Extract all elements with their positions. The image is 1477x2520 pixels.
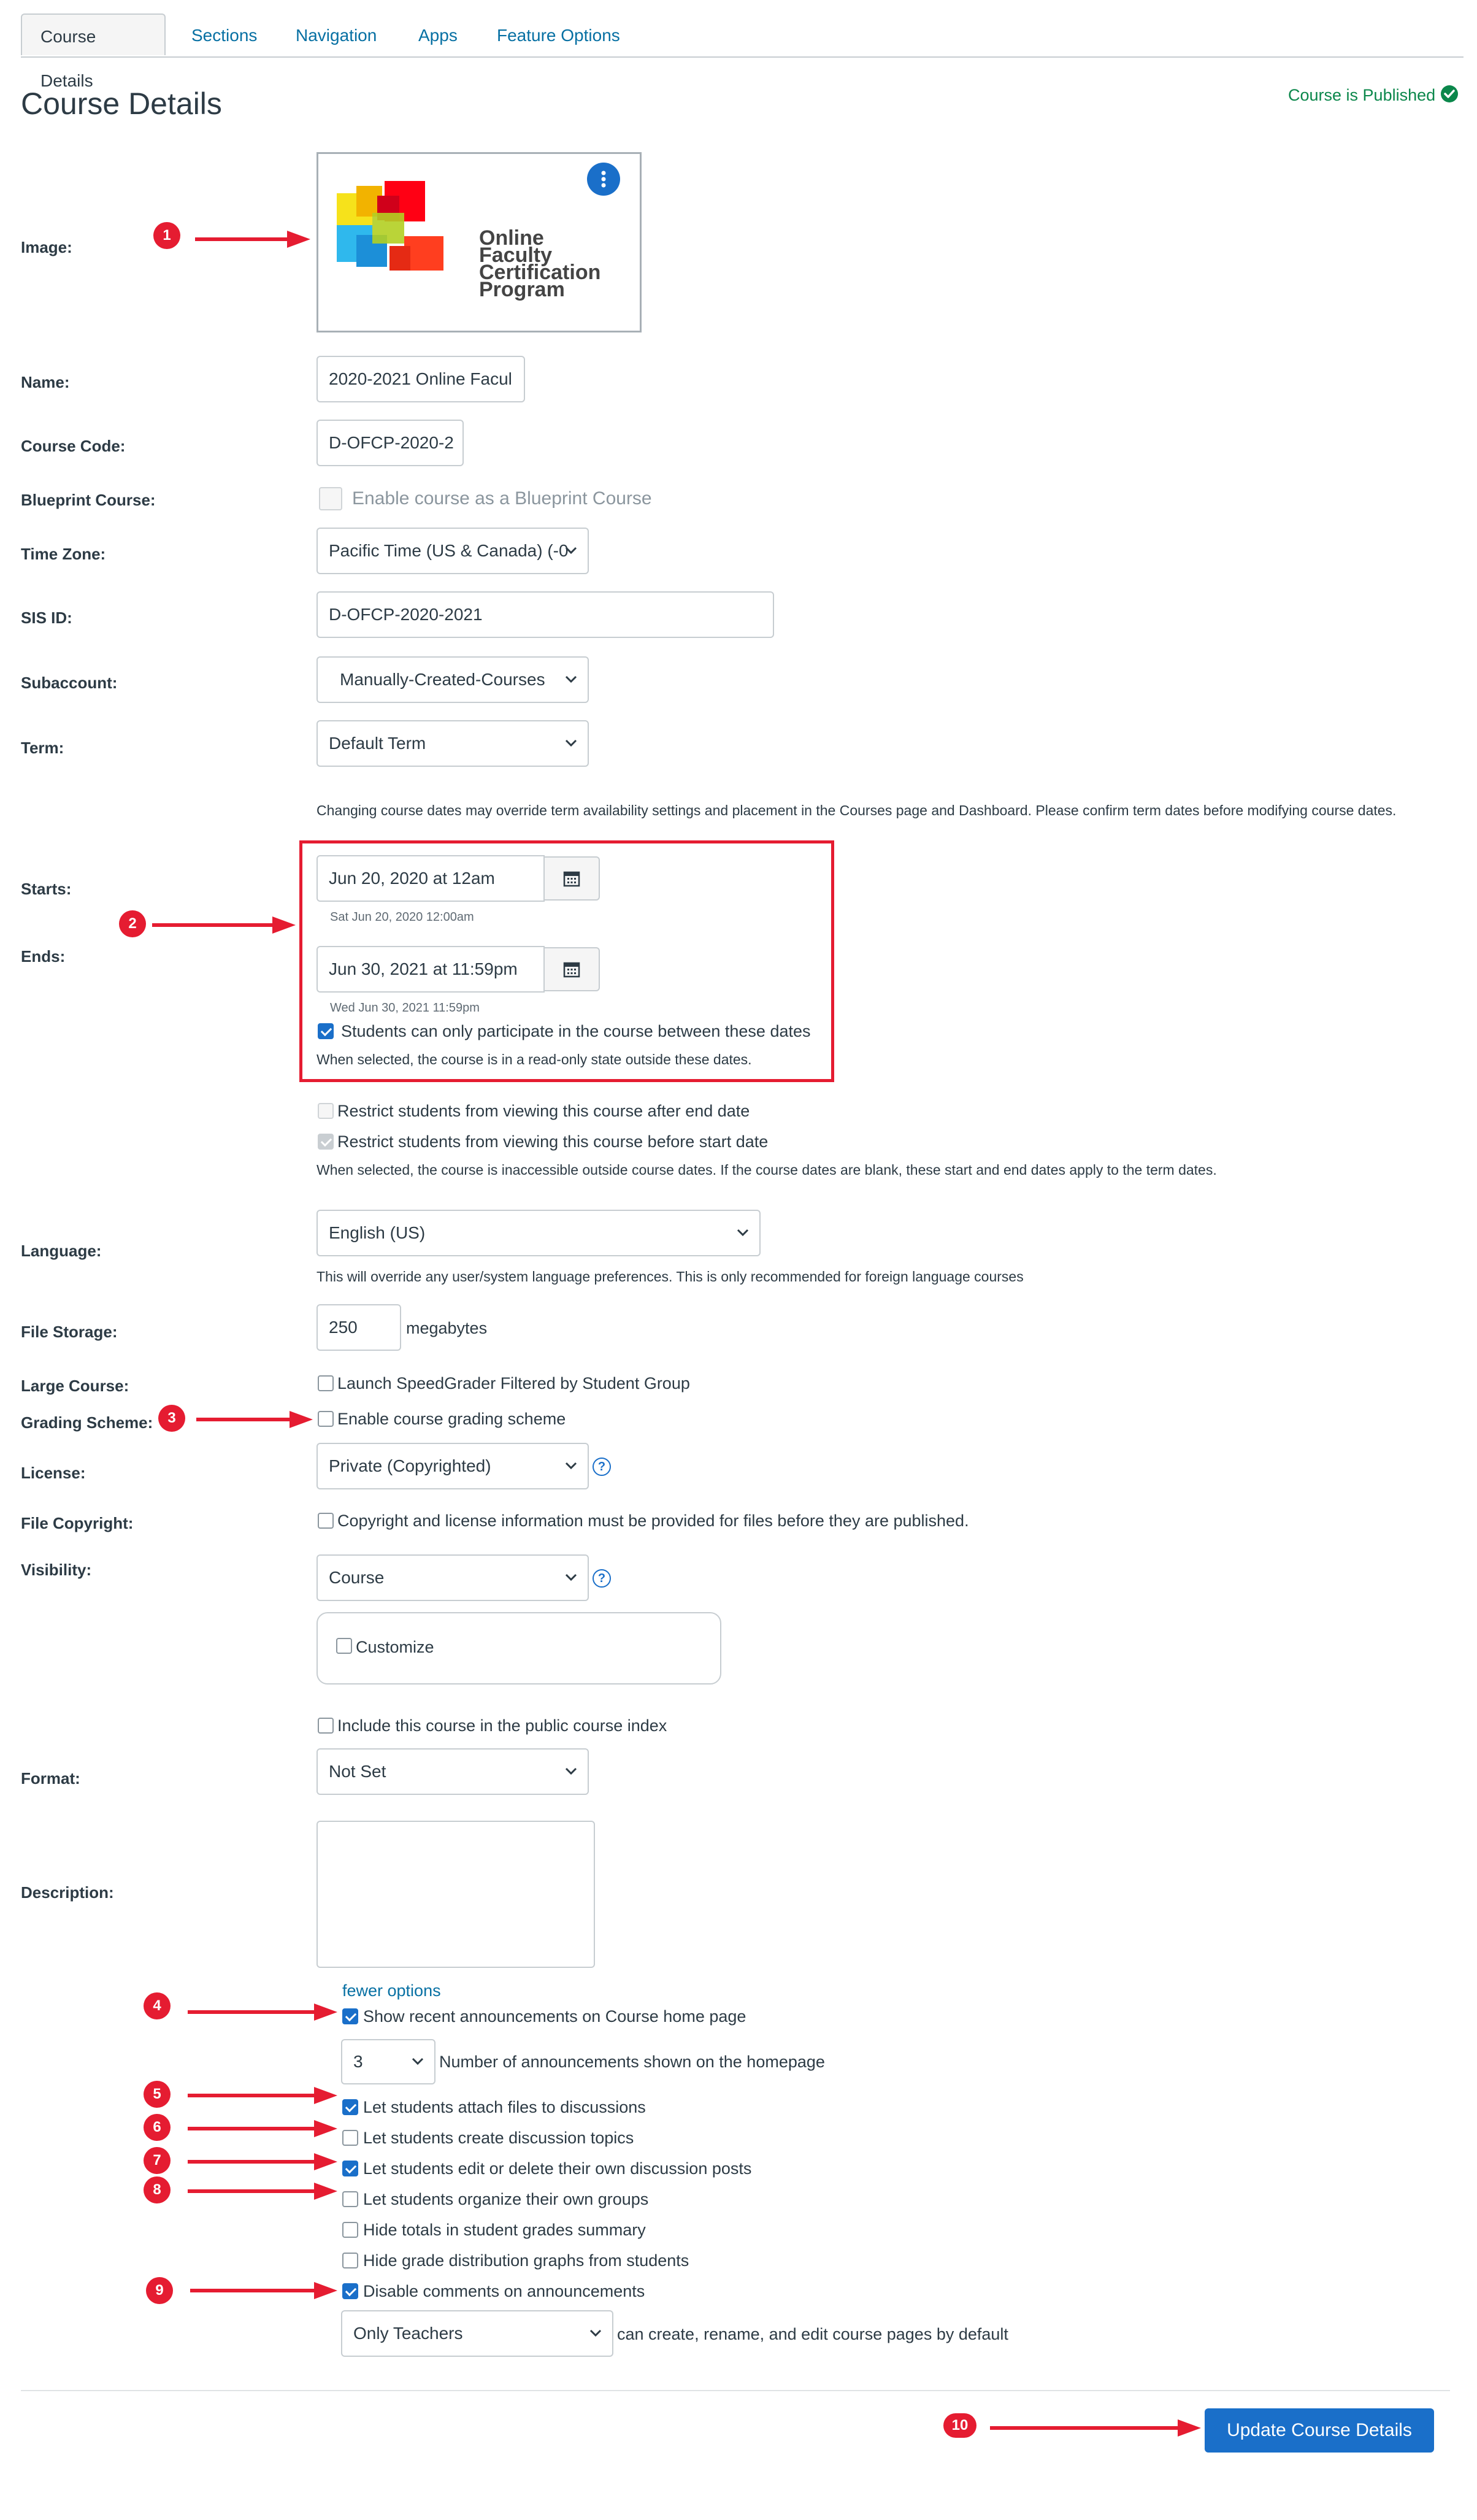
starts-label: Starts: bbox=[21, 880, 72, 898]
sis-id-label: SIS ID: bbox=[21, 609, 72, 627]
public-index-label: Include this course in the public course index bbox=[337, 1716, 667, 1735]
announcement-count-label: Number of announcements shown on the homepage bbox=[439, 2053, 825, 2071]
image-label: Image: bbox=[21, 238, 72, 256]
footer-divider bbox=[21, 2390, 1450, 2391]
description-label: Description: bbox=[21, 1883, 114, 1902]
edit-posts-checkbox[interactable] bbox=[342, 2161, 358, 2176]
annotation-arrow-icon bbox=[152, 913, 297, 937]
subaccount-select[interactable] bbox=[316, 656, 589, 703]
course-code-input[interactable]: D-OFCP-2020-2 bbox=[316, 420, 464, 466]
time-zone-label: Time Zone: bbox=[21, 545, 106, 563]
language-label: Language: bbox=[21, 1242, 102, 1260]
annotation-arrow-icon bbox=[188, 2000, 339, 2024]
announcement-count-value: 3 bbox=[353, 2052, 363, 2071]
format-label: Format: bbox=[21, 1769, 80, 1788]
grading-scheme-label: Grading Scheme: bbox=[21, 1413, 153, 1432]
sis-id-input[interactable]: D-OFCP-2020-2021 bbox=[316, 591, 774, 638]
attach-files-checkbox[interactable] bbox=[342, 2099, 358, 2115]
annotation-arrow-icon bbox=[196, 1407, 314, 1432]
tab-course-details[interactable]: Course Details bbox=[21, 13, 166, 55]
participate-note: When selected, the course is in a read-only state outside these dates. bbox=[316, 1051, 752, 1067]
calendar-icon bbox=[562, 960, 581, 978]
ends-label: Ends: bbox=[21, 947, 66, 966]
page-title: Course Details bbox=[21, 86, 222, 121]
tab-navigation[interactable]: Navigation bbox=[296, 26, 377, 45]
term-label: Term: bbox=[21, 739, 64, 757]
license-label: License: bbox=[21, 1464, 86, 1482]
chevron-down-icon bbox=[564, 1459, 578, 1472]
starts-date-input[interactable]: Jun 20, 2020 at 12am bbox=[316, 855, 545, 902]
hide-totals-checkbox[interactable] bbox=[342, 2222, 358, 2238]
recent-announcements-label: Show recent announcements on Course home page bbox=[363, 2007, 746, 2026]
public-index-checkbox[interactable] bbox=[318, 1718, 334, 1734]
term-value: Default Term bbox=[329, 734, 426, 753]
tab-apps[interactable]: Apps bbox=[418, 26, 458, 45]
participate-label: Students can only participate in the course between these dates bbox=[341, 1022, 811, 1040]
organize-groups-checkbox[interactable] bbox=[342, 2191, 358, 2207]
create-topics-label: Let students create discussion topics bbox=[363, 2129, 634, 2147]
ends-date-input[interactable]: Jun 30, 2021 at 11:59pm bbox=[316, 946, 545, 993]
edit-posts-label: Let students edit or delete their own discussion posts bbox=[363, 2159, 752, 2178]
term-select[interactable] bbox=[316, 720, 589, 767]
hide-distribution-checkbox[interactable] bbox=[342, 2253, 358, 2268]
annotation-arrow-icon bbox=[990, 2416, 1202, 2440]
description-textarea[interactable] bbox=[316, 1821, 595, 1968]
annotation-badge-4: 4 bbox=[144, 1992, 171, 2019]
annotation-badge-6: 6 bbox=[144, 2114, 171, 2141]
blueprint-option-label: Enable course as a Blueprint Course bbox=[352, 488, 652, 509]
ends-date-hint: Wed Jun 30, 2021 11:59pm bbox=[330, 1001, 480, 1015]
visibility-select[interactable] bbox=[316, 1554, 589, 1601]
file-storage-input[interactable]: 250 bbox=[316, 1304, 401, 1351]
annotation-badge-9: 9 bbox=[146, 2277, 173, 2304]
grading-scheme-checkbox[interactable] bbox=[318, 1411, 334, 1427]
svg-text:Online: Online bbox=[479, 226, 544, 250]
file-copyright-label: File Copyright: bbox=[21, 1514, 134, 1532]
tab-divider bbox=[21, 56, 1464, 58]
name-label: Name: bbox=[21, 373, 70, 391]
hide-totals-label: Hide totals in student grades summary bbox=[363, 2221, 646, 2239]
annotation-arrow-icon bbox=[190, 2278, 339, 2303]
license-select[interactable] bbox=[316, 1443, 589, 1489]
annotation-arrow-icon bbox=[188, 2116, 339, 2141]
annotation-badge-3: 3 bbox=[158, 1405, 185, 1432]
course-image[interactable] bbox=[316, 152, 642, 332]
check-circle-icon bbox=[1440, 85, 1459, 106]
create-topics-checkbox[interactable] bbox=[342, 2130, 358, 2146]
participate-checkbox[interactable] bbox=[318, 1023, 334, 1039]
restrict-before-label: Restrict students from viewing this course before start date bbox=[337, 1132, 769, 1151]
restrict-note: When selected, the course is inaccessible outside course dates. If the course dates are blank, these start and end dates apply to the term dates. bbox=[316, 1162, 1217, 1178]
image-options-button[interactable] bbox=[587, 163, 620, 196]
annotation-arrow-icon bbox=[188, 2179, 339, 2203]
annotation-badge-1: 1 bbox=[153, 222, 180, 249]
annotation-arrow-icon bbox=[195, 227, 312, 252]
blueprint-label: Blueprint Course: bbox=[21, 491, 156, 509]
customize-checkbox[interactable] bbox=[336, 1638, 352, 1654]
annotation-badge-5: 5 bbox=[144, 2081, 171, 2108]
file-copyright-option: Copyright and license information must be provided for files before they are published. bbox=[337, 1512, 969, 1530]
language-select[interactable] bbox=[316, 1210, 761, 1256]
large-course-option: Launch SpeedGrader Filtered by Student Group bbox=[337, 1374, 690, 1393]
organize-groups-label: Let students organize their own groups bbox=[363, 2190, 649, 2208]
starts-calendar-button[interactable] bbox=[543, 856, 600, 901]
tab-feature-options[interactable]: Feature Options bbox=[497, 26, 620, 45]
pages-editor-label: can create, rename, and edit course pages by default bbox=[617, 2325, 1008, 2343]
publish-status bbox=[1288, 85, 1459, 106]
tab-sections[interactable]: Sections bbox=[191, 26, 258, 45]
subaccount-value: Manually-Created-Courses bbox=[340, 670, 545, 689]
annotation-badge-2: 2 bbox=[119, 910, 146, 937]
visibility-label: Visibility: bbox=[21, 1561, 92, 1579]
kebab-menu-icon bbox=[600, 170, 607, 188]
svg-text:Faculty: Faculty bbox=[479, 244, 553, 267]
restrict-before-checkbox[interactable] bbox=[318, 1134, 334, 1150]
annotation-badge-8: 8 bbox=[144, 2176, 171, 2203]
grading-scheme-option: Enable course grading scheme bbox=[337, 1410, 566, 1428]
annotation-badge-7: 7 bbox=[144, 2147, 171, 2174]
calendar-icon bbox=[562, 869, 581, 888]
disable-comments-checkbox[interactable] bbox=[342, 2283, 358, 2299]
license-value: Private (Copyrighted) bbox=[329, 1456, 491, 1475]
chevron-down-icon bbox=[564, 1570, 578, 1584]
file-copyright-checkbox[interactable] bbox=[318, 1513, 334, 1529]
chevron-down-icon bbox=[564, 736, 578, 750]
language-note: This will override any user/system language preferences. This is only recommended for foreign language courses bbox=[316, 1269, 1024, 1285]
chevron-down-icon bbox=[564, 672, 578, 686]
large-course-label: Large Course: bbox=[21, 1377, 129, 1395]
customize-label: Customize bbox=[356, 1638, 434, 1656]
starts-date-hint: Sat Jun 20, 2020 12:00am bbox=[330, 910, 474, 924]
format-value: Not Set bbox=[329, 1762, 386, 1781]
chevron-down-icon bbox=[411, 2054, 424, 2068]
fewer-options-link[interactable]: fewer options bbox=[342, 1981, 441, 2000]
large-course-checkbox[interactable] bbox=[318, 1375, 334, 1391]
annotation-arrow-icon bbox=[188, 2149, 339, 2174]
disable-comments-label: Disable comments on announcements bbox=[363, 2282, 645, 2300]
course-code-label: Course Code: bbox=[21, 437, 126, 455]
visibility-help-icon[interactable]: ? bbox=[593, 1569, 611, 1588]
format-select[interactable] bbox=[316, 1748, 589, 1795]
chevron-down-icon bbox=[564, 544, 578, 557]
annotation-arrow-icon bbox=[188, 2083, 339, 2108]
announcement-count-select[interactable] bbox=[341, 2039, 435, 2084]
update-course-details-button[interactable]: Update Course Details bbox=[1205, 2408, 1434, 2453]
time-zone-value: Pacific Time (US & Canada) (-0 bbox=[329, 541, 569, 560]
restrict-after-label: Restrict students from viewing this course after end date bbox=[337, 1102, 750, 1120]
svg-text:Program: Program bbox=[479, 278, 565, 301]
course-dates-notice: Changing course dates may override term availability settings and placement in the Courses page and Dashboard. Please confirm term dates before modifying course dates. bbox=[316, 802, 1397, 818]
chevron-down-icon bbox=[589, 2326, 602, 2340]
file-storage-unit: megabytes bbox=[406, 1319, 488, 1337]
hide-distribution-label: Hide grade distribution graphs from students bbox=[363, 2251, 689, 2270]
chevron-down-icon bbox=[736, 1226, 750, 1239]
publish-status-text: Course is Published bbox=[1288, 86, 1436, 104]
recent-announcements-checkbox[interactable] bbox=[342, 2008, 358, 2024]
annotation-badge-10: 10 bbox=[943, 2413, 976, 2438]
language-value: English (US) bbox=[329, 1223, 426, 1242]
time-zone-select[interactable] bbox=[316, 528, 589, 574]
file-storage-label: File Storage: bbox=[21, 1323, 118, 1341]
pages-editor-value: Only Teachers bbox=[353, 2324, 463, 2343]
license-help-icon[interactable]: ? bbox=[593, 1458, 611, 1476]
subaccount-label: Subaccount: bbox=[21, 674, 118, 692]
blueprint-checkbox[interactable] bbox=[319, 487, 342, 510]
pages-editor-select[interactable] bbox=[341, 2310, 613, 2357]
visibility-value: Course bbox=[329, 1568, 385, 1587]
name-input[interactable]: 2020-2021 Online Facul bbox=[316, 356, 525, 402]
chevron-down-icon bbox=[564, 1764, 578, 1778]
attach-files-label: Let students attach files to discussions bbox=[363, 2098, 646, 2116]
ends-calendar-button[interactable] bbox=[543, 947, 600, 991]
svg-text:Certification: Certification bbox=[479, 261, 601, 284]
restrict-after-checkbox[interactable] bbox=[318, 1103, 334, 1119]
